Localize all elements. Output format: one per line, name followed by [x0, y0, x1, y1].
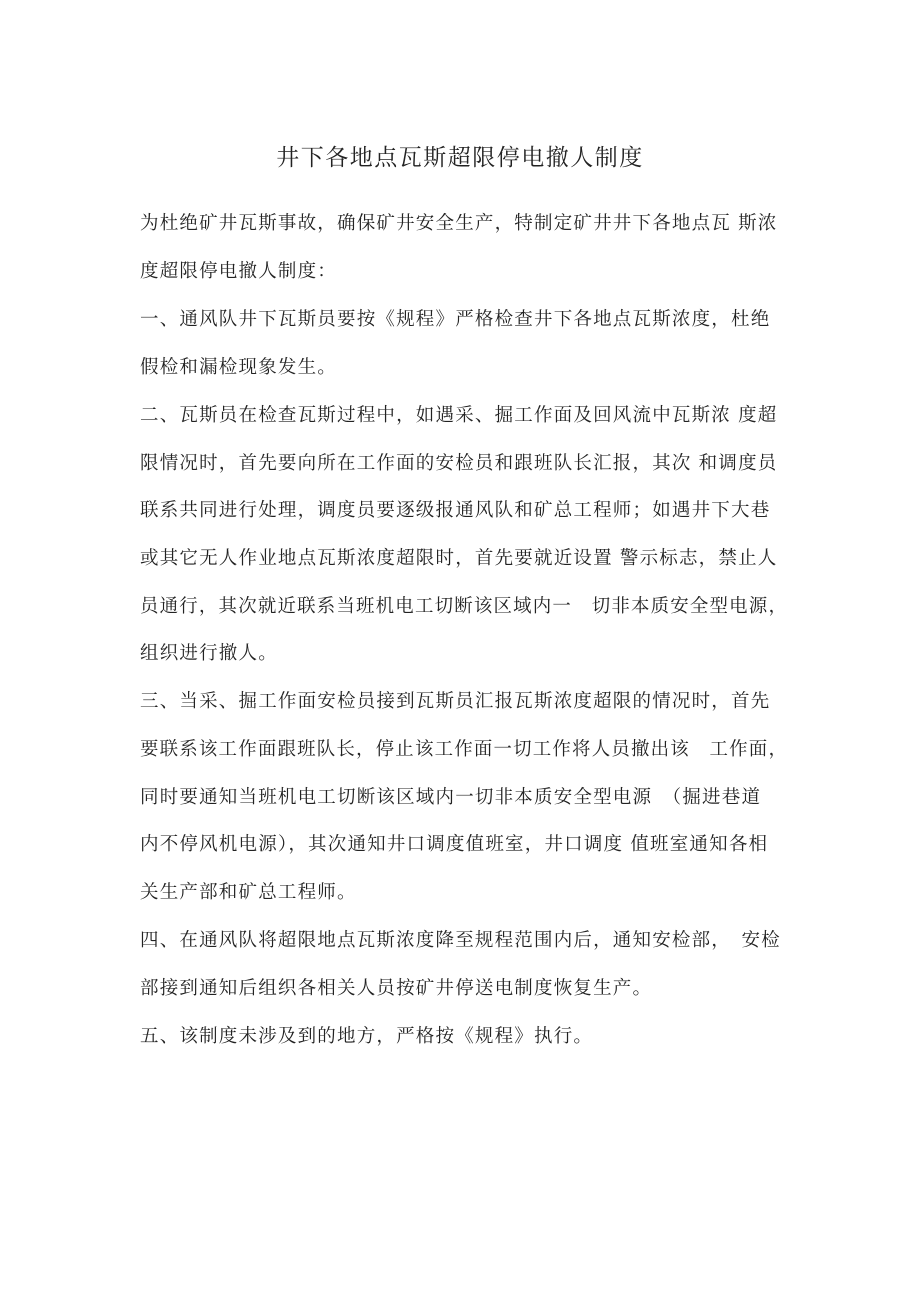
text-line: 三、当采、掘工作面安检员接到瓦斯员汇报瓦斯浓度超限的情况时，首先 — [140, 691, 771, 712]
text-line: 四、在通风队将超限地点瓦斯浓度降至规程范围内后，通知安检部， 安检 — [140, 930, 781, 951]
text-line: 部接到通知后组织各相关人员按矿井停送电制度恢复生产。 — [140, 978, 653, 999]
text-line: 一、通风队井下瓦斯员要按《规程》严格检查井下各地点瓦斯浓度，杜绝 — [140, 309, 771, 330]
text-line: 限情况时，首先要向所在工作面的安检员和跟班队长汇报，其次 和调度员 — [140, 453, 778, 474]
text-line: 员通行，其次就近联系当班机电工切断该区域内一 切非本质安全型电源， — [140, 596, 789, 617]
text-line: 二、瓦斯员在检查瓦斯过程中，如遇采、掘工作面及回风流中瓦斯浓 度超 — [140, 405, 778, 426]
text-line: 关生产部和矿总工程师。 — [140, 882, 357, 903]
text-line: 或其它无人作业地点瓦斯浓度超限时，首先要就近设置 警示标志，禁止人 — [140, 548, 778, 569]
text-line: 度超限停电撤人制度： — [140, 261, 338, 282]
text-line: 联系共同进行处理，调度员要逐级报通风队和矿总工程师；如遇井下大巷 — [140, 500, 771, 521]
text-line: 五、该制度未涉及到的地方，严格按《规程》执行。 — [140, 1026, 594, 1047]
text-line: 假检和漏检现象发生。 — [140, 357, 338, 378]
document-title: 井下各地点瓦斯超限停电撤人制度 — [276, 145, 644, 171]
text-line: 内不停风机电源），其次通知井口调度值班室，井口调度 值班室通知各相 — [140, 834, 769, 855]
text-line: 为杜绝矿井瓦斯事故，确保矿井安全生产，特制定矿井井下各地点瓦 斯浓 — [140, 213, 778, 234]
text-line: 组织进行撤人。 — [140, 643, 278, 664]
text-line: 同时要通知当班机电工切断该区域内一切非本质安全型电源 （掘进巷道 — [140, 787, 762, 808]
text-line: 要联系该工作面跟班队长，停止该工作面一切工作将人员撤出该 工作面， — [140, 739, 789, 760]
